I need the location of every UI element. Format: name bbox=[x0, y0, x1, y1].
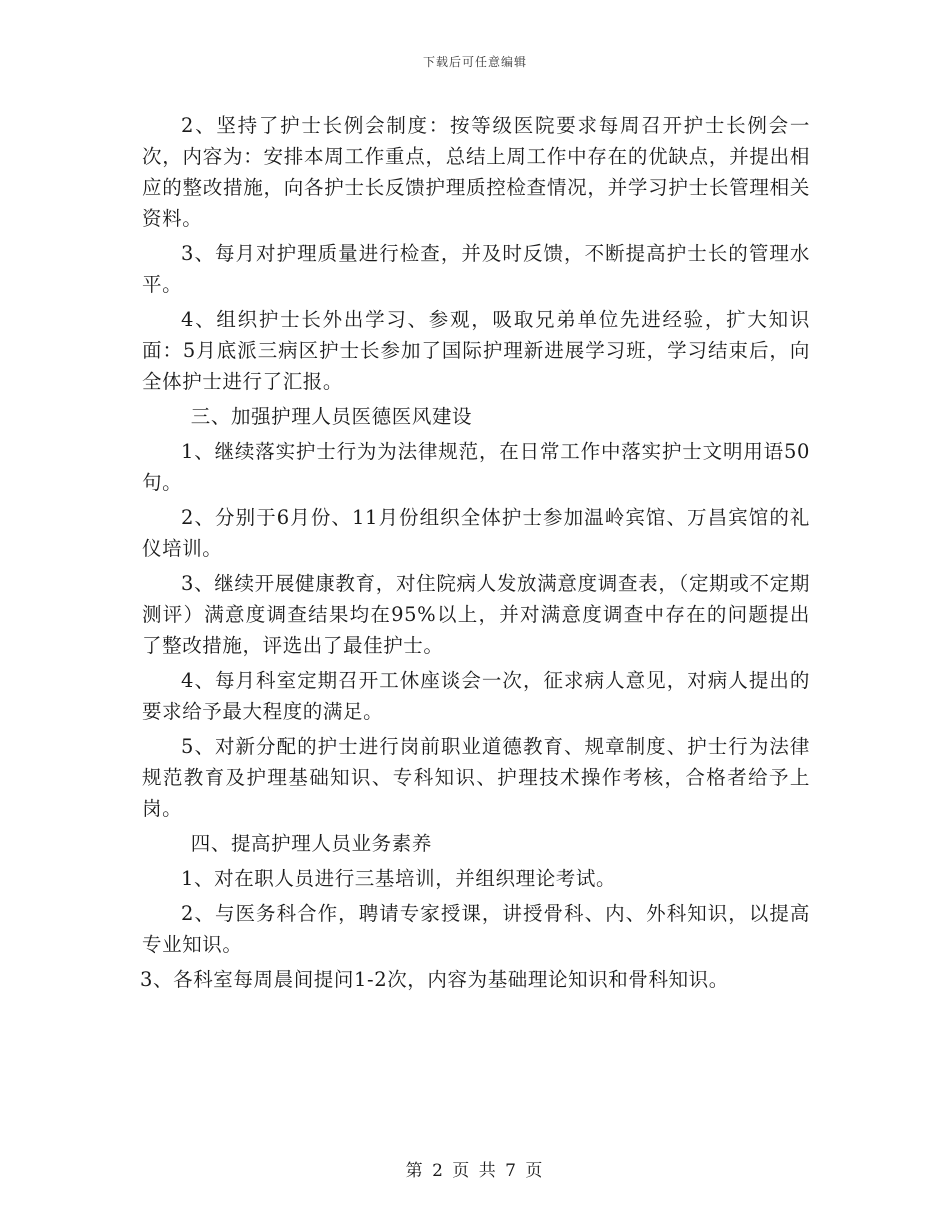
paragraph-item-3-quality-check: 3、每月对护理质量进行检查，并及时反馈，不断提高护士长的管理水平。 bbox=[142, 242, 810, 296]
paragraph-ethics-3: 3、继续开展健康教育，对住院病人发放满意度调查表，（定期或不定期测评）满意度调查结果均在95%以上，并对满意度调查中存在的问题提出了整改措施，评选出了最佳护士。 bbox=[142, 572, 810, 657]
paragraph-ethics-1: 1、继续落实护士行为为法律规范，在日常工作中落实护士文明用语50句。 bbox=[142, 440, 810, 494]
paragraph-professional-2: 2、与医务科合作，聘请专家授课，讲授骨科、内、外科知识，以提高专业知识。 bbox=[142, 902, 810, 956]
section-heading-ethics: 三、加强护理人员医德医风建设 bbox=[190, 405, 473, 428]
paragraph-item-2-meetings: 2、坚持了护士长例会制度：按等级医院要求每周召开护士长例会一次，内容为：安排本周工作重点，总结上周工作中存在的优缺点，并提出相应的整改措施，向各护士长反馈护理质控检查情况，并学习护士长管理相关资料。 bbox=[142, 114, 810, 230]
paragraph-professional-3: 3、各科室每周晨间提问1-2次，内容为基础理论知识和骨科知识。 bbox=[140, 968, 729, 991]
page-header-note: 下载后可任意编辑 bbox=[422, 55, 527, 69]
paragraph-ethics-5: 5、对新分配的护士进行岗前职业道德教育、规章制度、护士行为法律规范教育及护理基础知识、专科知识、护理技术操作考核，合格者给予上岗。 bbox=[142, 735, 810, 820]
paragraph-ethics-4: 4、每月科室定期召开工休座谈会一次，征求病人意见，对病人提出的要求给予最大程度的满足。 bbox=[142, 669, 810, 723]
paragraph-professional-1: 1、对在职人员进行三基培训，并组织理论考试。 bbox=[181, 867, 617, 890]
page-number-footer: 第 2 页 共 7 页 bbox=[405, 1161, 545, 1181]
paragraph-item-4-study-visits: 4、组织护士长外出学习、参观，吸取兄弟单位先进经验，扩大知识面：5月底派三病区护士长参加了国际护理新进展学习班，学习结束后，向全体护士进行了汇报。 bbox=[142, 308, 810, 393]
paragraph-ethics-2: 2、分别于6月份、11月份组织全体护士参加温岭宾馆、万昌宾馆的礼仪培训。 bbox=[142, 506, 810, 560]
section-heading-professional: 四、提高护理人员业务素养 bbox=[190, 832, 432, 855]
document-body bbox=[142, 110, 810, 999]
